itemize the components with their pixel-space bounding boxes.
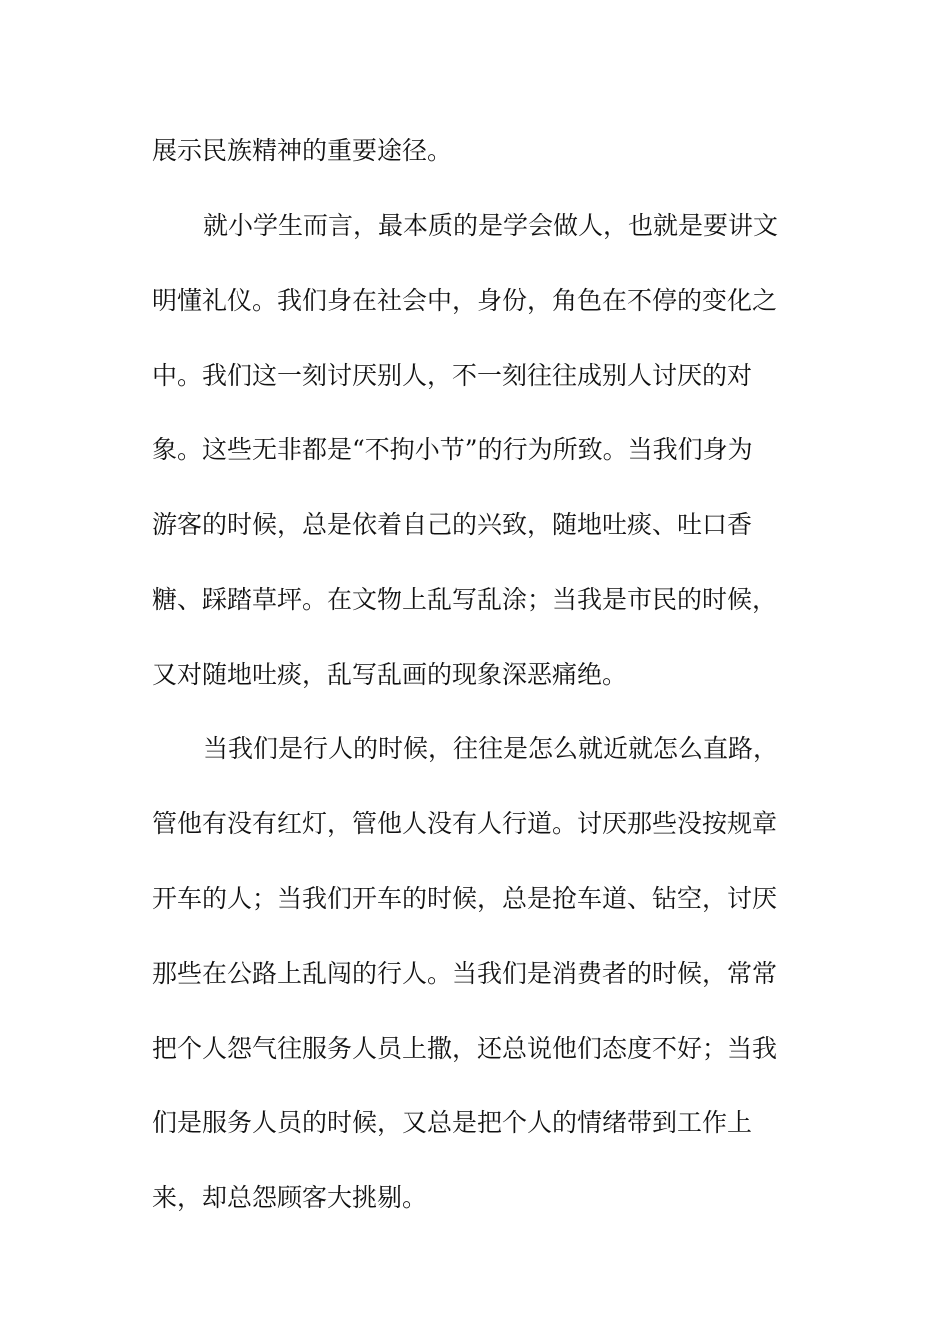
text-line-7: 糖、踩踏草坪。在文物上乱写乱涂；当我是市民的时候， <box>152 585 778 614</box>
text-line-13: 把个人怨气往服务人员上撒，还总说他们态度不好；当我 <box>152 1034 778 1063</box>
text-line-8: 又对随地吐痰，乱写乱画的现象深恶痛绝。 <box>152 660 628 689</box>
text-line-6: 游客的时候，总是依着自己的兴致，随地吐痰、吐口香 <box>152 510 753 539</box>
text-line-11: 开车的人；当我们开车的时候，总是抢车道、钻空，讨厌 <box>152 884 778 913</box>
text-line-9: 当我们是行人的时候，往往是怎么就近就怎么直路， <box>203 734 779 763</box>
text-line-5: 象。这些无非都是“不拘小节”的行为所致。当我们身为 <box>152 435 753 464</box>
text-line-15: 来，却总怨顾客大挑剔。 <box>152 1183 428 1212</box>
text-line-1: 展示民族精神的重要途径。 <box>152 136 453 165</box>
text-line-4: 中。我们这一刻讨厌别人，不一刻往往成别人讨厌的对 <box>152 361 753 390</box>
text-line-12: 那些在公路上乱闯的行人。当我们是消费者的时候，常常 <box>152 959 778 988</box>
text-line-14: 们是服务人员的时候，又总是把个人的情绪带到工作上 <box>152 1108 753 1137</box>
text-line-3: 明懂礼仪。我们身在社会中，身份，角色在不停的变化之 <box>152 286 778 315</box>
text-line-2: 就小学生而言，最本质的是学会做人，也就是要讲文 <box>203 211 779 240</box>
text-line-10: 管他有没有红灯，管他人没有人行道。讨厌那些没按规章 <box>152 809 778 838</box>
